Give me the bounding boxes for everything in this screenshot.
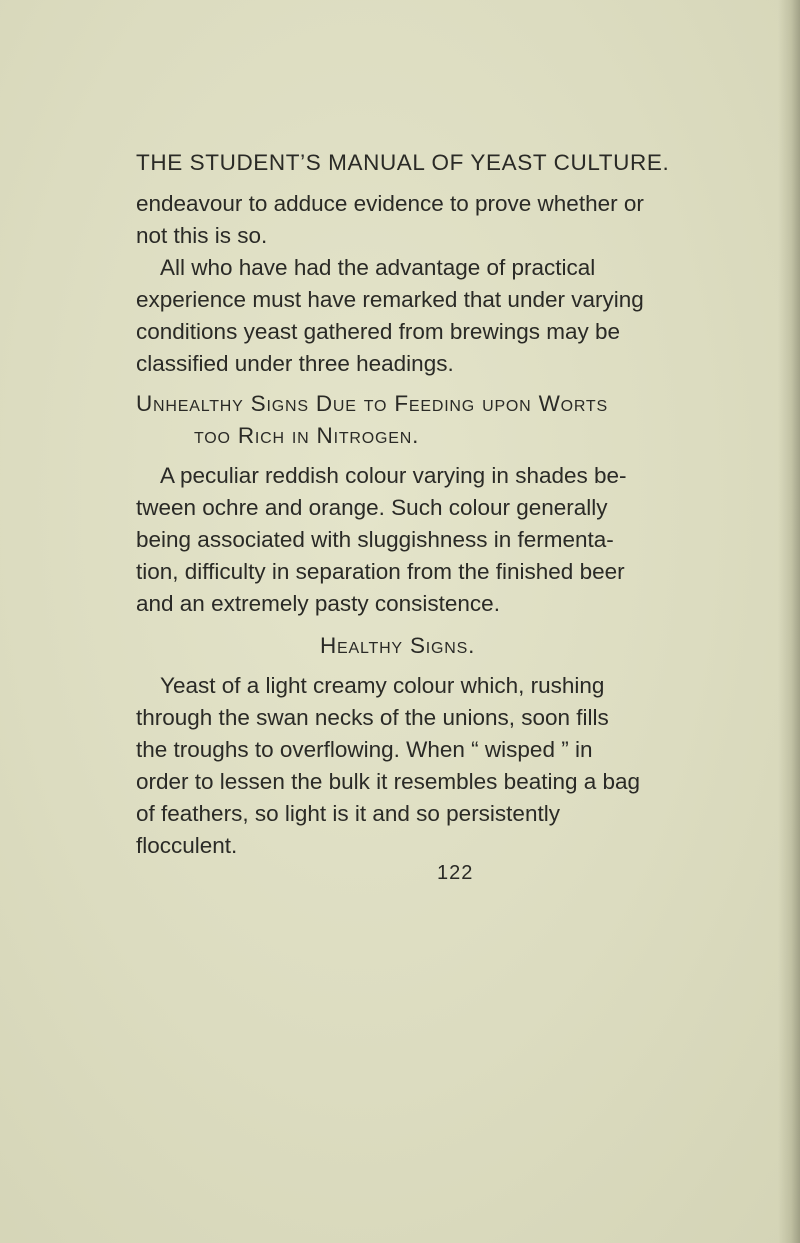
section-heading-unhealthy: Unhealthy Signs Due to Feeding upon Worts: [136, 391, 608, 416]
paragraph1-line: endeavour to adduce evidence to prove whether or: [136, 191, 644, 216]
paragraph3-line: tion, difficulty in separation from the finished beer: [136, 559, 625, 584]
running-head: THE STUDENT’S MANUAL OF YEAST CULTURE.: [136, 150, 670, 175]
paragraph2-line: classified under three headings.: [136, 351, 454, 376]
paragraph2-line: experience must have remarked that under varying: [136, 287, 644, 312]
paragraph4-line: flocculent.: [136, 833, 238, 858]
paragraph4-line: of feathers, so light is it and so persistently: [136, 801, 560, 826]
paragraph4-line: Yeast of a light creamy colour which, rushing: [160, 673, 605, 698]
paragraph3-line: and an extremely pasty consistence.: [136, 591, 500, 616]
page-number: 122: [437, 862, 474, 884]
page-edge-shadow: [778, 0, 800, 1243]
paragraph1-line: not this is so.: [136, 223, 268, 248]
section-heading-healthy: Healthy Signs.: [320, 633, 476, 658]
paragraph4-line: the troughs to overflowing. When “ wisped ” in: [136, 737, 593, 762]
paragraph3-line: A peculiar reddish colour varying in shades be-: [160, 463, 627, 488]
paragraph3-line: being associated with sluggishness in fermenta-: [136, 527, 614, 552]
paragraph2-line: All who have had the advantage of practical: [160, 255, 596, 280]
paragraph3-line: tween ochre and orange. Such colour generally: [136, 495, 608, 520]
paragraph4-line: through the swan necks of the unions, soon fills: [136, 705, 609, 730]
section-heading-unhealthy: too Rich in Nitrogen.: [194, 423, 420, 448]
paragraph2-line: conditions yeast gathered from brewings may be: [136, 319, 621, 344]
paragraph4-line: order to lessen the bulk it resembles beating a bag: [136, 769, 641, 794]
